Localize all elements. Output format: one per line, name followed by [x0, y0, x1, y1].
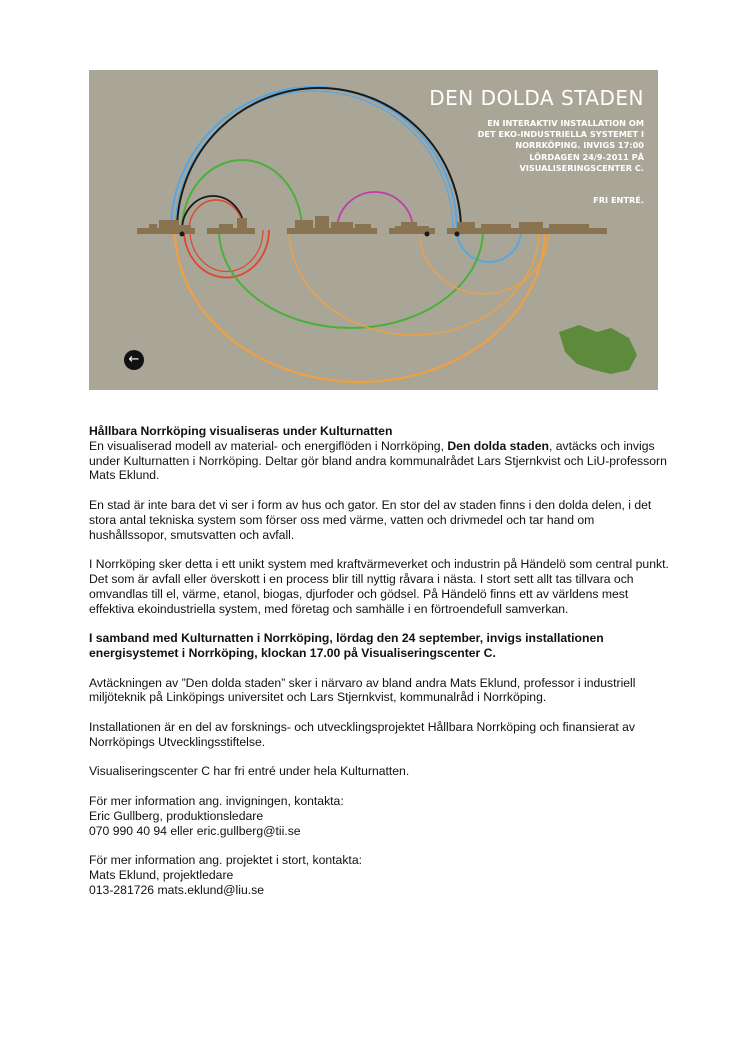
flow-node [455, 232, 460, 237]
flow-node [180, 232, 185, 237]
flow-node [425, 232, 430, 237]
contact-line: För mer information ang. invigningen, kontakta: [89, 793, 344, 808]
contact-block-project [89, 853, 669, 897]
intro-text-end: , avtäcks och invigs under Kulturnatten i Norrköping. Deltar gör bland andra kommunalrådet Lars Stjernkvist och LiU-professorn Mats Eklund. [89, 438, 667, 483]
contact-block-inauguration [89, 794, 669, 838]
contact-line: Mats Eklund, projektledare [89, 867, 234, 882]
intro-bold-title: Den dolda staden [447, 438, 549, 453]
article-heading: Hållbara Norrköping visualiseras under Kulturnatten [89, 424, 393, 438]
contact-line: 070 990 40 94 eller eric.gullberg@tii.se [89, 823, 301, 838]
article-paragraph: I Norrköping sker detta i ett unikt system med kraftvärmeverket och industrin på Händelö som central punkt. Det som är avfall eller överskott i en process blir till nyttig råvara i nästa. I stort sett allt tas tillvara och omvandlas till el, värme, etanol, biogas, djurfoder och gödsel. På Händelö finns ett av världens mest effektiva ekoindustriella system, med företag och samhälle i en förtroendefull samverkan. [89, 557, 669, 616]
poster-title: DEN DOLDA STADEN [429, 86, 644, 110]
back-arrow-icon[interactable]: ← [124, 350, 144, 370]
article-paragraph: En stad är inte bara det vi ser i form av hus och gator. En stor del av staden finns i den dolda delen, i det stora antal tekniska system som förser oss med värme, vatten och drivmedel och tar hand om hushållssopor, smutsvatten och avfall. [89, 497, 652, 542]
poster-image [89, 70, 658, 390]
article-paragraph: Installationen är en del av forsknings- och utvecklingsprojektet Hållbara Norrköping och finansierat av Norrköpings Utvecklingsstiftelse. [89, 719, 636, 749]
contact-line: 013-281726 mats.eklund@liu.se [89, 882, 264, 897]
contact-line: Eric Gullberg, produktionsledare [89, 808, 264, 823]
poster-info-line: VISUALISERINGSCENTER C. [519, 162, 644, 173]
article-paragraph: Visualiseringscenter C har fri entré under hela Kulturnatten. [89, 764, 410, 779]
poster-free-entry: FRI ENTRÉ. [593, 195, 644, 205]
poster-info-line: DET EKO-INDUSTRIELLA SYSTEMET I [477, 129, 644, 140]
article-paragraph: Avtäckningen av ”Den dolda staden” sker i närvaro av bland andra Mats Eklund, professor i industriell miljöteknik på Linköpings universitet och Lars Stjernkvist, kommunalråd i Norrköping. [89, 675, 636, 705]
article-paragraph-bold: I samband med Kulturnatten i Norrköping, lördag den 24 september, invigs installationen energisystemet i Norrköping, klockan 17.00 på Visualiseringscenter C. [89, 631, 604, 660]
article-body [89, 424, 669, 912]
intro-text: En visualiserad modell av material- och energiflöden i Norrköping, [89, 438, 448, 453]
article-intro [89, 439, 669, 483]
poster-info [444, 118, 644, 174]
contact-line: För mer information ang. projektet i stort, kontakta: [89, 853, 362, 868]
poster-info-line: LÖRDAGEN 24/9-2011 PÅ [529, 151, 644, 162]
poster-info-line: NORRKÖPING. INVIGS 17:00 [515, 140, 644, 151]
poster-info-line: EN INTERAKTIV INSTALLATION OM [487, 118, 644, 128]
